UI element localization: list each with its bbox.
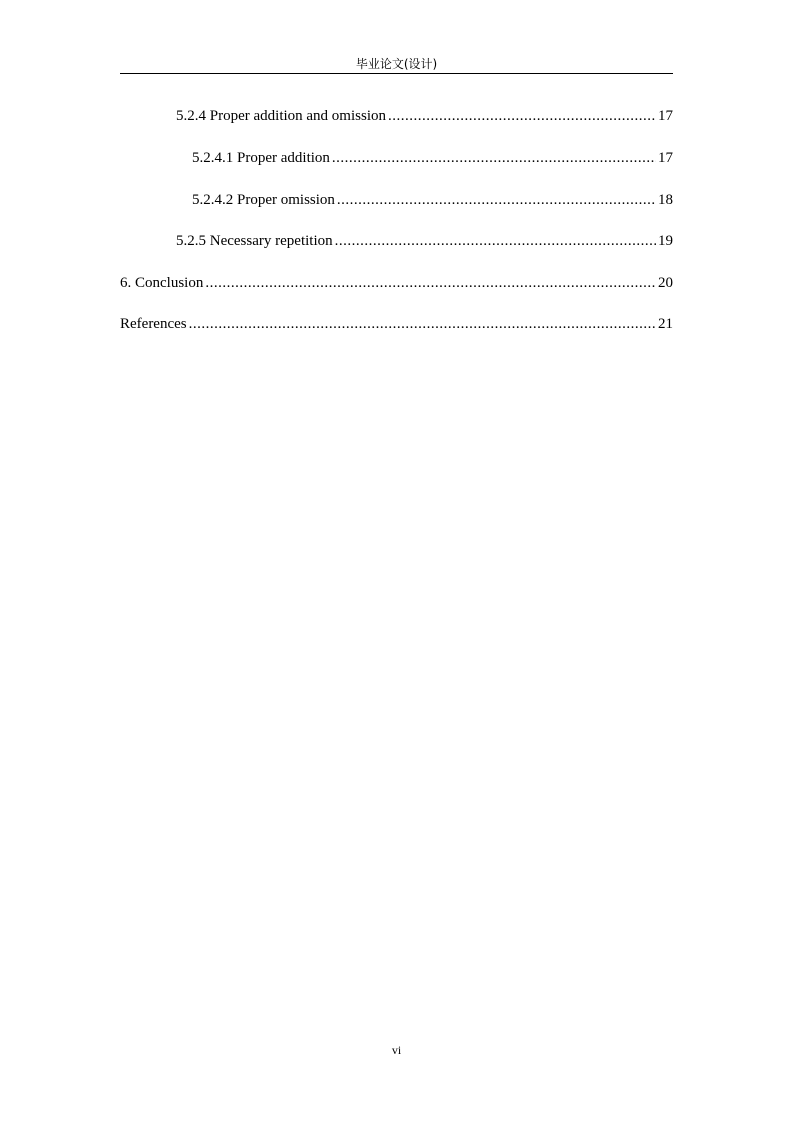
toc-entry-page: 21	[658, 316, 673, 332]
toc-dot-leader	[335, 231, 656, 251]
toc-dot-leader	[332, 148, 656, 168]
toc-entry-label: 6. Conclusion	[120, 275, 204, 291]
toc-entry-label: 5.2.5 Necessary repetition	[176, 233, 333, 249]
header-rule	[120, 73, 673, 74]
toc-dot-leader	[205, 273, 656, 293]
toc-entry-label: References	[120, 316, 187, 332]
toc-entry-5-2-4-2[interactable]	[192, 190, 673, 210]
toc-entry-page: 17	[658, 108, 673, 124]
toc-entry-page: 17	[658, 150, 673, 166]
toc-entry-label: 5.2.4.2 Proper omission	[192, 192, 335, 208]
page-number: vi	[391, 1043, 402, 1057]
toc-entry-5-2-4-1[interactable]	[192, 148, 673, 168]
toc-entry-page: 18	[658, 192, 673, 208]
toc-entry-label: 5.2.4 Proper addition and omission	[176, 108, 386, 124]
toc-entry-5-2-5[interactable]	[176, 231, 673, 251]
toc-dot-leader	[337, 190, 656, 210]
toc-entry-5-2-4[interactable]	[176, 106, 673, 126]
toc-entry-label: 5.2.4.1 Proper addition	[192, 150, 330, 166]
toc-entry-page: 19	[658, 233, 673, 249]
toc-entry-6-conclusion[interactable]	[120, 273, 673, 293]
running-header: 毕业论文(设计)	[355, 57, 438, 71]
toc-dot-leader	[388, 106, 656, 126]
toc-dot-leader	[189, 314, 656, 334]
toc-entry-references[interactable]	[120, 314, 673, 334]
toc-entry-page: 20	[658, 275, 673, 291]
